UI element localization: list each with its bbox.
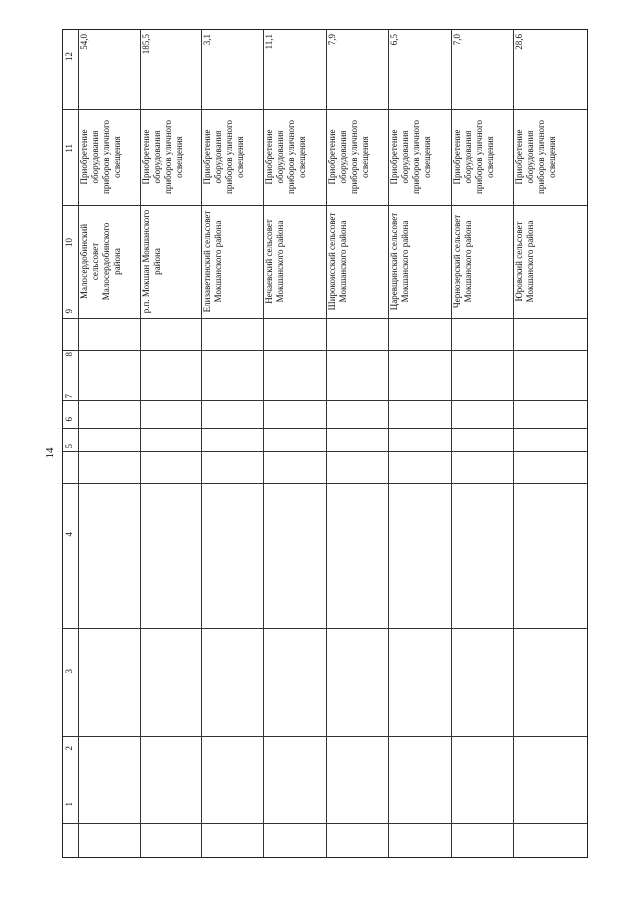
recipient-cell: Елизаветинский сельсовет Мокшанского района <box>202 210 223 313</box>
recipient-cell: Малосердобинский сельсовет Малосердобинского района <box>79 222 122 301</box>
purpose-cell: Приобретение оборудования приборов уличного освещения <box>327 120 370 194</box>
recipient-cell: Чернозерский сельсовет Мокшанского района <box>452 214 473 309</box>
header-col-1: 1 <box>64 802 74 807</box>
column-divider <box>63 736 587 737</box>
column-divider <box>63 483 587 484</box>
column-divider <box>63 400 587 401</box>
header-col-6: 6 <box>64 417 74 422</box>
header-col-4: 4 <box>64 532 74 537</box>
purpose-cell: Приобретение оборудования приборов уличного освещения <box>514 120 557 194</box>
column-divider <box>63 628 587 629</box>
purpose-cell: Приобретение оборудования приборов уличного освещения <box>264 120 307 194</box>
amount-cell: 7,0 <box>452 34 462 46</box>
header-col-7: 7 <box>64 394 74 399</box>
header-col-12: 12 <box>64 52 74 61</box>
page-number: 14 <box>44 447 56 459</box>
recipient-cell: р.п. Мокшан Мокшанского района <box>141 209 162 314</box>
data-table <box>62 29 588 858</box>
recipient-cell: Широкоисский сельсовет Мокшанского района <box>327 212 348 311</box>
recipient-cell: Юровский сельсовет Мокшанского района <box>514 220 535 303</box>
amount-cell: 54,0 <box>79 34 89 50</box>
header-col-11: 11 <box>64 144 74 153</box>
column-divider <box>63 451 587 452</box>
header-col-5: 5 <box>64 444 74 449</box>
amount-cell: 28,6 <box>514 34 524 50</box>
amount-cell: 185,5 <box>141 34 151 55</box>
amount-cell: 7,9 <box>327 34 337 46</box>
column-divider <box>63 823 587 824</box>
column-divider <box>63 350 587 351</box>
header-col-8: 8 <box>64 352 74 357</box>
header-col-9: 9 <box>64 309 74 314</box>
header-col-2: 2 <box>64 746 74 751</box>
recipient-cell: Нечаевский сельсовет Мокшанского района <box>264 219 285 304</box>
amount-cell: 6,5 <box>389 34 399 46</box>
amount-cell: 3,1 <box>202 34 212 46</box>
purpose-cell: Приобретение оборудования приборов уличного освещения <box>452 120 495 194</box>
purpose-cell: Приобретение оборудования приборов уличного освещения <box>389 120 432 194</box>
column-divider <box>63 428 587 429</box>
header-col-3: 3 <box>64 669 74 674</box>
purpose-cell: Приобретение оборудования приборов уличного освещения <box>141 120 184 194</box>
column-divider <box>63 318 587 319</box>
recipient-cell: Царевщинский сельсовет Мокшанского района <box>389 212 410 311</box>
header-col-10: 10 <box>64 238 74 247</box>
amount-cell: 11,1 <box>264 34 274 50</box>
purpose-cell: Приобретение оборудования приборов уличного освещения <box>202 120 245 194</box>
purpose-cell: Приобретение оборудования приборов уличного освещения <box>79 120 122 194</box>
